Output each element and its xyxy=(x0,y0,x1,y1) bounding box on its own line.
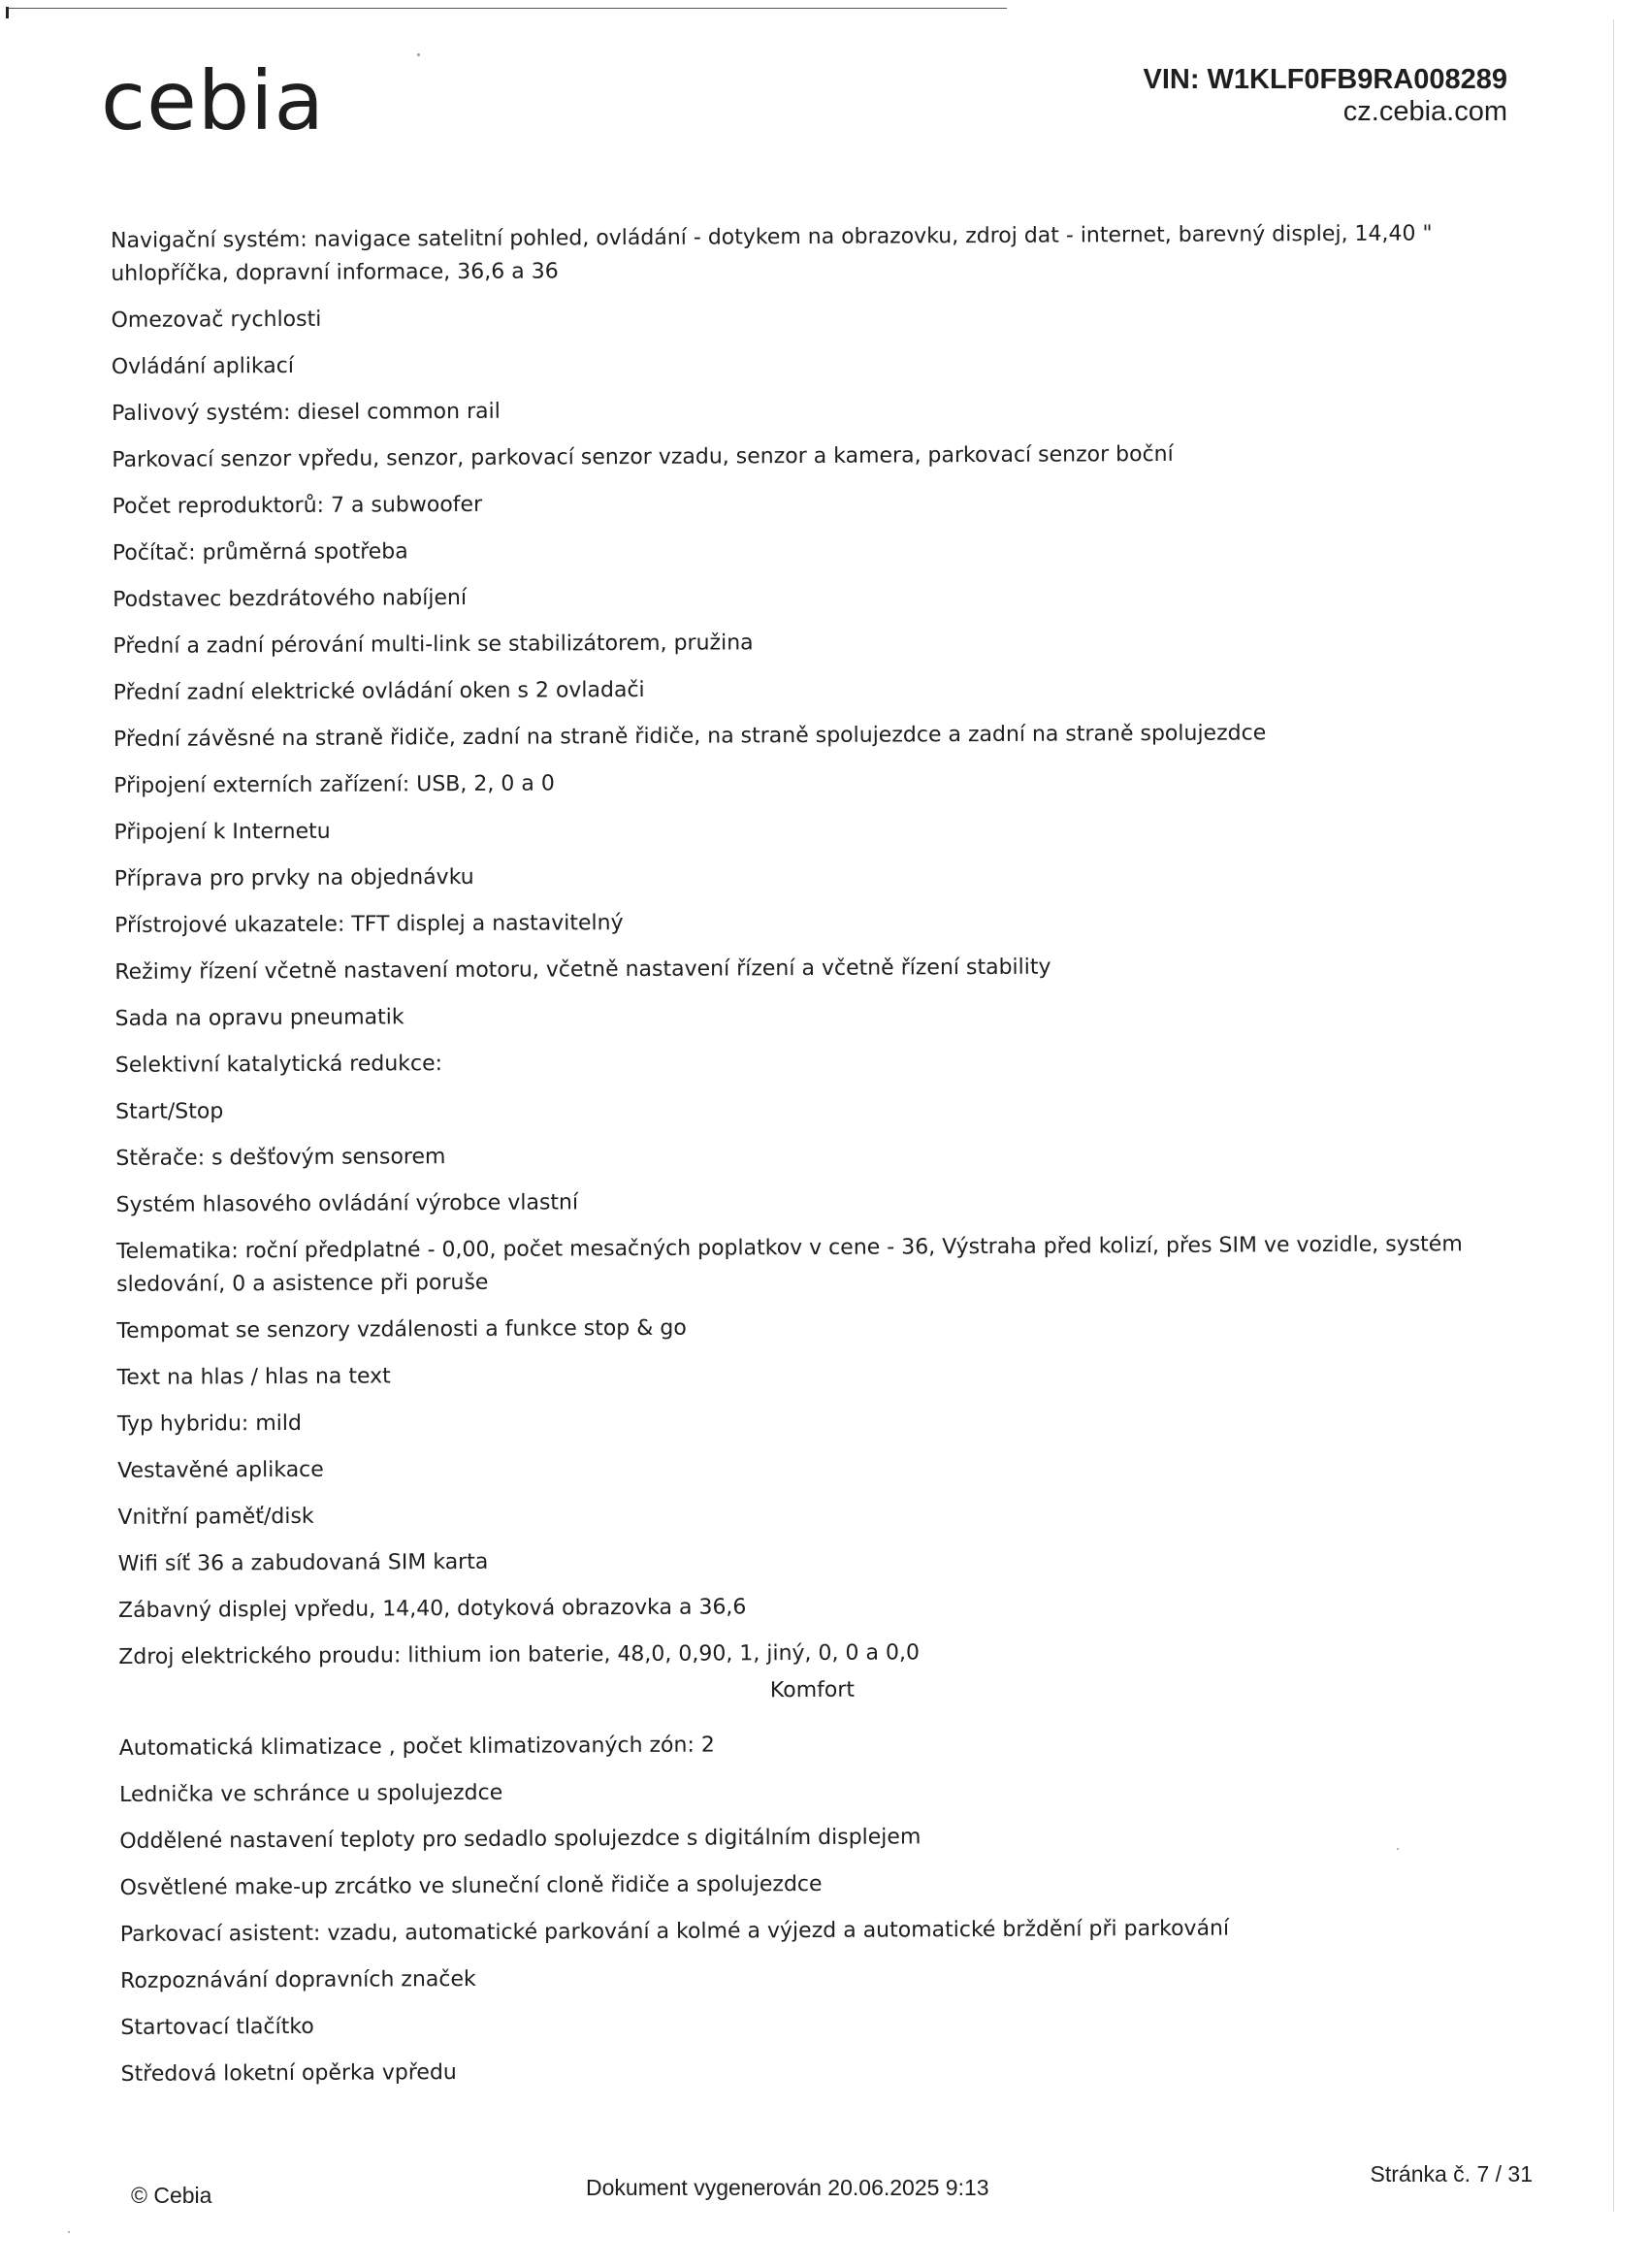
list-item: Zábavný displej vpředu, 14,40, dotyková obrazovka a 36,6 xyxy=(117,1595,747,1623)
list-item: Wifi síť 36 a zabudovaná SIM karta xyxy=(117,1549,489,1576)
list-item: Podstavec bezdrátového nabíjení xyxy=(113,585,468,612)
list-item: Přední a zadní pérování multi-link se stabilizátorem, pružina xyxy=(113,631,754,659)
komfort-list-item: Automatická klimatizace , počet klimatizovaných zón: 2 xyxy=(118,1733,715,1761)
list-item: Režimy řízení včetně nastavení motoru, včetně nastavení řízení a včetně řízení stability xyxy=(114,955,1051,985)
list-item: Palivový systém: diesel common rail xyxy=(112,399,501,426)
list-item: Typ hybridu: mild xyxy=(116,1410,302,1437)
scan-speck xyxy=(1397,1848,1399,1850)
list-item: Přední zadní elektrické ovládání oken s 2 ovladači xyxy=(113,677,645,705)
vin-number: VIN: W1KLF0FB9RA008289 xyxy=(1143,64,1507,95)
list-item: Vnitřní paměť/disk xyxy=(117,1504,314,1530)
cebia-logo: cebia xyxy=(101,53,325,148)
header-right xyxy=(1144,64,1508,129)
list-item: Parkovací senzor vpředu, senzor, parkovací senzor vzadu, senzor a kamera, parkovací senzor boční xyxy=(112,441,1174,472)
list-item: Selektivní katalytická redukce: xyxy=(114,1052,443,1078)
list-item: Přední závěsné na straně řidiče, zadní na straně řidiče, na straně spolujezdce a zadní na straně spolujezdce xyxy=(113,721,1267,752)
komfort-list-item: Parkovací asistent: vzadu, automatické parkování a kolmé a výjezd a automatické brždění při parkování xyxy=(119,1916,1230,1947)
section-title-komfort: Komfort xyxy=(769,1677,856,1703)
list-item: Sada na opravu pneumatik xyxy=(114,1005,404,1031)
list-item: Tempomat se senzory vzdálenosti a funkce stop & go xyxy=(116,1315,687,1344)
list-item: Stěrače: s dešťovým sensorem xyxy=(115,1145,446,1171)
list-item: Telematika: roční předplatné - 0,00, počet mesačných poplatkov v cene - 36, Výstraha před kolizí, přes SIM ve vozidle, systém sledování, 0 a asistence při poruše xyxy=(115,1232,1463,1297)
list-item: Přístrojové ukazatele: TFT displej a nastavitelný xyxy=(113,911,624,938)
list-item: Navigační systém: navigace satelitní pohled, ovládání - dotykem na obrazovku, zdroj dat - internet, barevný displej, 14,40 " uhlopříčka, dopravní informace, 36,6 a 36 xyxy=(111,221,1433,286)
footer-page-number: Stránka č. 7 / 31 xyxy=(1370,2161,1533,2187)
list-item: Připojení externích zařízení: USB, 2, 0 a 0 xyxy=(113,771,555,798)
scan-edge-right xyxy=(1613,19,1614,2212)
list-item: Zdroj elektrického proudu: lithium ion baterie, 48,0, 0,90, 1, jiný, 0, 0 a 0,0 xyxy=(118,1640,921,1669)
list-item: Start/Stop xyxy=(115,1099,224,1124)
list-item: Text na hlas / hlas na text xyxy=(116,1364,391,1390)
list-item: Příprava pro prvky na objednávku xyxy=(113,864,474,891)
komfort-list-item: Oddělené nastavení teploty pro sedadlo spolujezdce s digitálním displejem xyxy=(119,1825,922,1854)
list-item: Systém hlasového ovládání výrobce vlastní xyxy=(115,1190,579,1217)
list-item: Připojení k Internetu xyxy=(113,819,331,845)
list-item: Omezovač rychlosti xyxy=(111,307,322,333)
site-url: cz.cebia.com xyxy=(1342,96,1507,128)
list-item: Počet reproduktorů: 7 a subwoofer xyxy=(112,492,483,519)
footer-generated: Dokument vygenerován 20.06.2025 9:13 xyxy=(586,2175,989,2200)
komfort-list-item: Startovací tlačítko xyxy=(120,2014,314,2040)
list-item: Počítač: průměrná spotřeba xyxy=(112,539,408,566)
scan-speck xyxy=(68,2231,70,2233)
footer-copyright: © Cebia xyxy=(131,2183,212,2208)
komfort-list-item: Středová loketní opěrka vpředu xyxy=(120,2060,457,2087)
list-item: Ovládání aplikací xyxy=(111,353,295,379)
scan-edge-top xyxy=(8,8,1007,9)
komfort-list-item: Lednička ve schránce u spolujezdce xyxy=(118,1780,503,1807)
list-item: Vestavěné aplikace xyxy=(117,1457,324,1483)
equipment-list xyxy=(111,217,1508,2105)
scan-speck xyxy=(417,53,420,56)
komfort-list-item: Osvětlené make-up zrcátko ve sluneční cloně řidiče a spolujezdce xyxy=(119,1871,823,1900)
komfort-list-item: Rozpoznávání dopravních značek xyxy=(120,1966,476,1993)
